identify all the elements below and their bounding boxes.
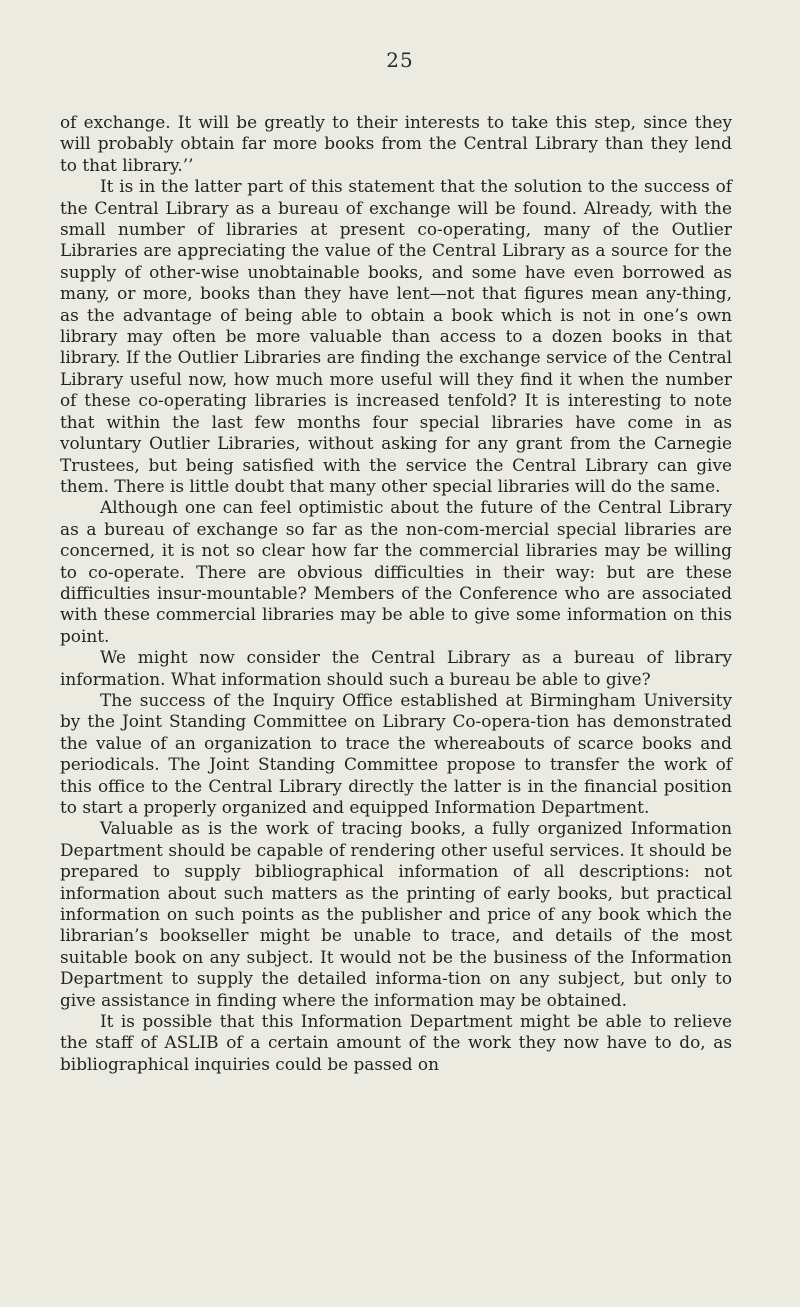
paragraph-4: We might now consider the Central Library as a bureau of library information. What information should such a bureau be able to give? — [60, 647, 732, 689]
body-text — [60, 112, 732, 1075]
paragraph-1: of exchange. It will be greatly to their interests to take this step, since they will probably obtain far more books from the Central Library than they lend to that library.’’ — [60, 112, 732, 175]
paragraph-3: Although one can feel optimistic about the future of the Central Library as a bureau of exchange so far as the non-com-mercial special libraries are concerned, it is not so clear how far the commercial libraries may be willing to co-operate. There are obvious difficulties in their way: but are these difficulties insur-mountable? Members of the Conference who are associated with these commercial libraries may be able to give some information on this point. — [60, 497, 732, 646]
paragraph-2: It is in the latter part of this statement that the solution to the success of the Central Library as a bureau of exchange will be found. Already, with the small number of libraries at present co-operating, many of the Outlier Libraries are appreciating the value of the Central Library as a source for the supply of other-wise unobtainable books, and some have even borrowed as many, or more, books than they have lent—not that figures mean any-thing, as the advantage of being able to obtain a book which is not in one’s own library may often be more valuable than access to a dozen books in that library. If the Outlier Libraries are finding the exchange service of the Central Library useful now, how much more useful will they find it when the number of these co-operating libraries is increased tenfold? It is interesting to note that within the last few months four special libraries have come in as voluntary Outlier Libraries, without asking for any grant from the Carnegie Trustees, but being satisfied with the service the Central Library can give them. There is little doubt that many other special libraries will do the same. — [60, 176, 732, 496]
paragraph-6: Valuable as is the work of tracing books, a fully organized Information Department should be capable of rendering other useful services. It should be prepared to supply bibliographical information of all descriptions: not information about such matters as the printing of early books, but practical information on such points as the publisher and price of any book which the librarian’s bookseller might be unable to trace, and details of the most suitable book on any subject. It would not be the business of the Information Department to supply the detailed informa-tion on any subject, but only to give assistance in finding where the information may be obtained. — [60, 818, 732, 1010]
page-number: 25 — [386, 48, 414, 72]
paragraph-7: It is possible that this Information Department might be able to relieve the staff of ASLIB of a certain amount of the work they now have to do, as bibliographical inquiries could be passed on — [60, 1011, 732, 1074]
paragraph-5: The success of the Inquiry Office established at Birmingham University by the Joint Standing Committee on Library Co-opera-tion has demonstrated the value of an organization to trace the whereabouts of scarce books and periodicals. The Joint Standing Committee propose to transfer the work of this office to the Central Library directly the latter is in the financial position to start a properly organized and equipped Information Department. — [60, 689, 732, 817]
